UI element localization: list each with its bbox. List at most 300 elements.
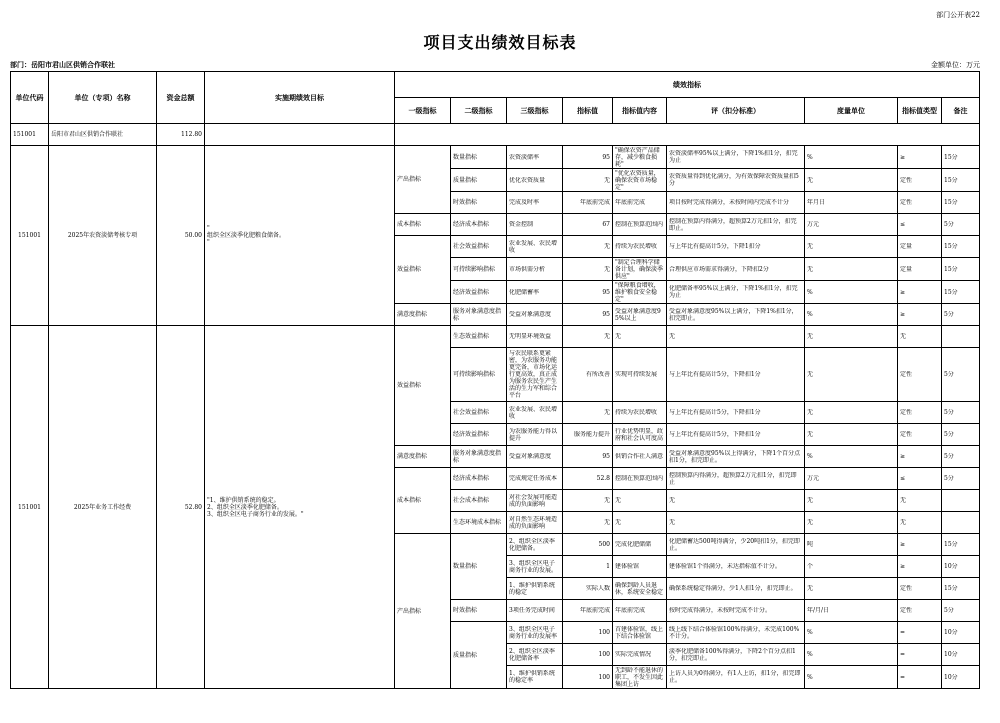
value-type-cell [898,326,942,348]
value-type-cell [898,281,942,304]
content-cell-text: 行业优势明显，政府和社会认可度高 [615,427,664,442]
level3-cell-text: 资金控制 [509,221,534,228]
content-cell [613,214,667,236]
level3-cell-text: 农业发展、农民增收 [509,405,558,420]
score-cell-text: 上访人员为0得满分，有1人上访，扣1分，扣完即止。 [669,670,801,684]
value-cell [563,490,613,512]
measure-cell-text: % [807,651,813,658]
measure-cell [805,304,898,326]
level3-cell-text: 受益对象满意度 [509,453,552,460]
measure-cell-text: 万元 [807,475,820,482]
level2-cell: 经济效益指标 [451,424,507,446]
note-cell-text: 10分 [944,651,958,658]
summary-blank [395,124,980,146]
level3-cell-text: 2、组织全区淡季化肥储备率 [509,647,555,662]
content-cell-text: 首建体验馆，线上下结合体验馆 [615,625,664,640]
content-cell [613,512,667,534]
measure-cell-text: % [807,288,813,296]
score-cell [667,348,805,402]
score-cell [667,258,805,281]
note-cell [942,534,980,556]
value-type-cell [898,490,942,512]
score-cell [667,402,805,424]
page-title: 项目支出绩效目标表 [423,33,577,52]
value-type-cell-text: ≤ [900,475,906,482]
score-cell [667,214,805,236]
score-cell-text: 确保系统稳定得满分，少1人扣1分，扣完即止。 [669,585,797,592]
content-cell-text: 年底前完成 [615,199,646,206]
content-cell [613,578,667,600]
summary-goal [205,124,395,146]
level3-cell-text: 3项任务完成时间 [509,607,555,614]
level3-cell-text: 化肥储蓄率 [509,288,540,296]
content-cell [613,490,667,512]
note-cell [942,258,980,281]
measure-cell [805,622,898,644]
content-cell [613,169,667,192]
level2-cell: 时效指标 [451,600,507,622]
score-cell [667,622,805,644]
header-value: 指标值 [563,98,613,124]
level3-cell [507,214,563,236]
measure-cell [805,146,898,169]
score-cell [667,556,805,578]
note-cell [942,622,980,644]
level3-cell-text: 对社会发展可能造成的负面影响 [509,493,558,508]
level3-cell-text: 1、维护供销系统的稳定 [509,581,555,596]
value-cell-text: 100 [598,673,610,681]
value-type-cell-text: 定量 [900,265,913,273]
value-type-cell [898,192,942,214]
value-type-cell [898,468,942,490]
note-cell [942,468,980,490]
value-type-cell-text: 定性 [900,585,913,592]
note-cell [942,214,980,236]
note-cell-text: 15分 [944,585,958,592]
level1-cell: 产出指标 [395,146,451,214]
measure-cell [805,214,898,236]
note-cell [942,424,980,446]
value-type-cell [898,446,942,468]
measure-cell [805,258,898,281]
note-cell-text: 15分 [944,541,958,548]
note-cell-text: 5分 [944,475,954,482]
level3-cell-text: 对自然生态环境造成的负面影响 [509,515,558,530]
value-cell [563,644,613,666]
value-cell [563,326,613,348]
value-cell [563,214,613,236]
value-cell [563,281,613,304]
content-cell-text: 持续为农民增收 [615,409,658,416]
header-performance: 绩效指标 [395,72,980,98]
level3-cell [507,578,563,600]
value-type-cell-text: ≥ [900,288,906,296]
value-type-cell [898,402,942,424]
score-cell [667,446,805,468]
level3-cell-text: 2、组织全区淡季化肥储备。 [509,537,555,552]
header-row-1 [11,72,980,98]
header-unit-name: 单位（专项）名称 [49,72,157,124]
content-cell [613,468,667,490]
level3-cell [507,622,563,644]
value-cell-text: 67 [602,221,610,228]
level3-cell-text: 农资淡储率 [509,153,540,161]
level3-cell [507,402,563,424]
value-cell-text: 无 [603,265,610,273]
level3-cell-text: 与农民联系更紧密，为农服务功能更完备，市场化运行更高效，真正成为服务农民生产生活的生力军和综合平台 [509,350,558,399]
level3-cell-text: 无明显环境效益 [509,333,552,340]
value-type-cell-text: ≥ [900,541,906,548]
value-cell [563,534,613,556]
note-cell-text: 15分 [944,199,958,206]
value-cell [563,192,613,214]
note-cell [942,281,980,304]
value-type-cell-text: 定性 [900,199,913,206]
value-cell [563,258,613,281]
content-cell-text: "制定合理科学储备计划，确保淡季供应" [615,259,664,279]
note-cell [942,169,980,192]
note-cell [942,578,980,600]
level3-cell [507,326,563,348]
level2-cell: 服务对象满意度指标 [451,446,507,468]
measure-cell [805,490,898,512]
summary-code: 151001 [11,124,49,146]
summary-amount: 112.80 [157,124,205,146]
level3-cell [507,169,563,192]
note-cell [942,600,980,622]
content-cell-text: 年底前完成 [615,607,646,614]
content-cell [613,666,667,689]
content-cell-text: 实现可持续发展 [615,371,658,378]
level3-cell [507,468,563,490]
measure-cell-text: 无 [807,585,814,592]
level3-cell-text: 3、组织全区电子商务行业的发展率 [509,625,558,640]
header-content: 指标值内容 [613,98,667,124]
measure-cell-text: 无 [807,497,814,504]
level3-cell [507,348,563,402]
value-cell [563,468,613,490]
note-cell [942,304,980,326]
value-type-cell-text: ≤ [900,221,906,228]
value-cell [563,600,613,622]
score-cell [667,644,805,666]
value-cell-text: 有所改善 [585,371,610,378]
score-cell-text: 受益对象满意度95%以上得满分，下降1个百分点扣1分，扣完即止。 [669,449,801,464]
level1-cell: 产出指标 [395,534,451,689]
content-cell-text: 控制在预算范围内 [615,221,664,228]
level3-cell [507,424,563,446]
score-cell [667,534,805,556]
score-cell-text: 项目按时完成得满分，未按时间内完成不计分 [669,199,790,206]
performance-table [10,71,980,689]
value-type-cell [898,424,942,446]
level3-cell [507,600,563,622]
level2-cell: 质量指标 [451,169,507,192]
content-cell [613,446,667,468]
value-cell-text: 无 [603,176,610,184]
score-cell [667,326,805,348]
level2-cell: 可持续影响指标 [451,348,507,402]
score-cell-text: 与上年比有提高计5分，下降扣1分 [669,409,761,416]
score-cell-text: 建体验馆1个得满分，未达指标值不计分。 [669,563,781,570]
content-cell [613,644,667,666]
measure-cell-text: 无 [807,431,814,438]
measure-cell-text: 无 [807,409,814,416]
score-cell [667,424,805,446]
value-cell [563,446,613,468]
header-goal: 实施期绩效目标 [205,72,395,124]
content-cell-text: "优化农资质量，确保农资市场稳定" [615,170,660,190]
project1-name: 2025年农资淡储考核专项 [49,146,157,326]
score-cell [667,169,805,192]
level2-cell: 服务对象满意度指标 [451,304,507,326]
measure-cell [805,556,898,578]
content-cell-text: 无 [615,497,622,504]
level3-cell [507,644,563,666]
level2-cell: 经济成本指标 [451,468,507,490]
content-cell [613,348,667,402]
note-cell-text: 5分 [944,221,954,228]
level3-cell-text: 完成及时率 [509,199,540,206]
measure-cell-text: 无 [807,176,814,184]
value-cell [563,304,613,326]
note-cell-text: 5分 [944,311,954,318]
score-cell-text: 控制在预算内得满分，超预算2万元扣1分，扣完即止。 [669,217,797,232]
measure-cell-text: 年月日 [807,199,826,206]
level3-cell-text: 1、维护供销系统的稳定率 [509,670,555,684]
header-level3: 三级指标 [507,98,563,124]
note-cell [942,402,980,424]
score-cell [667,578,805,600]
score-cell-text: 无 [669,497,676,504]
value-type-cell [898,304,942,326]
note-cell-text: 15分 [944,288,958,296]
measure-cell [805,534,898,556]
amount-unit-label: 金额单位：万元 [931,61,980,69]
score-cell [667,490,805,512]
value-cell [563,348,613,402]
note-cell-text: 10分 [944,629,958,636]
level3-cell [507,146,563,169]
header-measure: 度量单位 [805,98,898,124]
value-type-cell-text: 定性 [900,409,913,416]
note-cell-text: 15分 [944,243,958,250]
measure-cell [805,644,898,666]
content-cell-text: 无 [615,333,622,340]
level3-cell-text: 受益对象满意度 [509,311,552,318]
level2-cell: 社会成本指标 [451,490,507,512]
level1-cell: 成本指标 [395,468,451,534]
content-cell [613,326,667,348]
level2-cell: 社会效益指标 [451,236,507,258]
level3-cell-text: 优化农资质量 [509,176,546,184]
value-type-cell [898,214,942,236]
level2-cell: 生态环境成本指标 [451,512,507,534]
value-type-cell [898,578,942,600]
value-cell-text: 95 [602,153,610,161]
score-cell [667,468,805,490]
note-cell-text: 5分 [944,607,954,614]
note-cell-text: 15分 [944,176,958,184]
level2-cell: 经济效益指标 [451,281,507,304]
value-cell-text: 100 [598,629,610,636]
value-type-cell [898,600,942,622]
level2-cell: 数量指标 [451,534,507,600]
content-cell-text: 确保到龄人员退休，系统安全稳定 [615,581,664,596]
measure-cell-text: 无 [807,243,814,250]
score-cell [667,304,805,326]
level2-cell: 生态效益指标 [451,326,507,348]
note-cell-text: 15分 [944,153,958,161]
score-cell-text: 无 [669,333,676,340]
measure-cell-text: 年/月/日 [807,607,830,614]
score-cell-text: 化肥储备率95%以上满分，下降1%扣1分，扣完为止 [669,285,798,299]
score-cell-text: 淡季化肥储备100%得满分，下降2个百分点扣1分，扣完即止。 [669,647,796,662]
content-cell [613,281,667,304]
level1-cell: 效益指标 [395,326,451,446]
value-cell-text: 无 [603,409,610,416]
measure-cell [805,281,898,304]
summary-row [11,124,980,146]
level3-cell [507,446,563,468]
level2-cell: 数量指标 [451,146,507,169]
level1-cell: 成本指标 [395,214,451,236]
value-cell-text: 服务能力提升 [573,431,610,438]
content-cell [613,424,667,446]
header-level1: 一级指标 [395,98,451,124]
note-cell-text: 10分 [944,563,958,570]
score-cell [667,146,805,169]
score-cell-text: 与上年比有提高计5分，下降扣1分 [669,431,761,438]
measure-cell-text: 无 [807,519,814,526]
value-type-cell-text: = [900,673,906,681]
value-cell-text: 年底前完成 [579,199,610,206]
score-cell [667,666,805,689]
measure-cell [805,600,898,622]
measure-cell-text: 万元 [807,221,820,228]
score-cell-text: 与上年比有提高计5分，下降1扣分 [669,243,761,250]
level1-cell: 满意度指标 [395,304,451,326]
content-cell-text: "确保农资产品储存，减少粮食损耗" [615,147,660,167]
content-cell [613,402,667,424]
value-cell-text: 1 [606,563,610,570]
header-unit-code: 单位代码 [11,72,49,124]
content-cell-text: 供销合作社人满意 [615,453,664,460]
content-cell-text: 建体验馆 [615,563,640,570]
content-cell [613,304,667,326]
department-label: 部门：岳阳市君山区供销合作联社 [10,60,115,69]
level3-cell [507,512,563,534]
value-type-cell-text: 无 [900,497,907,504]
level3-cell [507,556,563,578]
value-type-cell [898,534,942,556]
value-cell [563,236,613,258]
content-cell [613,258,667,281]
project1-row [11,146,980,169]
value-cell [563,622,613,644]
level3-cell-text: 市场供需分析 [509,265,546,273]
content-cell [613,236,667,258]
score-cell [667,512,805,534]
level1-cell: 效益指标 [395,236,451,304]
note-cell [942,644,980,666]
measure-cell-text: % [807,673,813,681]
value-cell-text: 无 [603,333,610,340]
value-type-cell-text: 定性 [900,607,913,614]
content-cell-text: 无到龄不能退休的职工，不发生因此集团上访 [615,667,664,687]
content-cell [613,146,667,169]
note-cell-text: 5分 [944,431,954,438]
measure-cell [805,402,898,424]
measure-cell-text: % [807,453,813,460]
project1-amount: 50.00 [157,146,205,326]
measure-cell [805,468,898,490]
form-number: 部门公开表22 [936,11,980,19]
score-cell-text: 线上线下结合体验馆100%得满分，未完成100%不计分。 [669,625,800,640]
header-score: 评（扣分标准） [667,98,805,124]
score-cell-text: 与上年比有提高计5分，下降扣1分 [669,371,761,378]
project2-row [11,326,980,348]
value-type-cell-text: ≥ [900,311,906,318]
note-cell [942,490,980,512]
project2-code: 151001 [11,326,49,689]
value-cell [563,578,613,600]
measure-cell [805,169,898,192]
header-amount: 资金总额 [157,72,205,124]
note-cell [942,446,980,468]
value-cell [563,512,613,534]
level3-cell-text: 3、组织全区电子商务行业的发展。 [509,559,558,574]
value-cell-text: 年底前完成 [579,607,610,614]
value-type-cell-text: = [900,629,906,636]
value-cell-text: 95 [602,288,610,296]
value-cell [563,402,613,424]
score-cell-text: 农资质量得到优化满分，为有效保障农资质量扣5分 [669,173,799,187]
measure-cell [805,424,898,446]
score-cell-text: 按时完成得满分，未按时完成不计分。 [669,607,772,614]
note-cell [942,192,980,214]
summary-name: 岳阳市君山区供销合作联社 [49,124,157,146]
project2-name: 2025年业务工作经费 [49,326,157,689]
level3-cell-text: 为农服务能力得以提升 [509,427,558,442]
level3-cell [507,490,563,512]
value-type-cell [898,169,942,192]
content-cell-text: 受益对象满意度95%以上 [615,307,661,322]
level2-cell: 时效指标 [451,192,507,214]
note-cell [942,326,980,348]
value-type-cell-text: ≥ [900,453,906,460]
value-cell-text: 无 [603,497,610,504]
level3-cell [507,258,563,281]
content-cell [613,600,667,622]
content-cell-text: 实际完成情况 [615,651,652,658]
score-cell-text: 控制预算内得满分，超预算2万元扣1分，扣完即止 [669,471,797,486]
content-cell [613,556,667,578]
note-cell [942,512,980,534]
header-note: 备注 [942,98,980,124]
level2-cell: 经济成本指标 [451,214,507,236]
level3-cell [507,236,563,258]
note-cell-text: 5分 [944,371,954,378]
value-type-cell [898,644,942,666]
level3-cell-text: 完成规定任务成本 [509,475,558,482]
measure-cell [805,236,898,258]
value-type-cell-text: 定量 [900,243,913,250]
level2-cell: 社会效益指标 [451,402,507,424]
measure-cell [805,348,898,402]
value-cell-text: 52.8 [596,475,610,482]
score-cell [667,236,805,258]
